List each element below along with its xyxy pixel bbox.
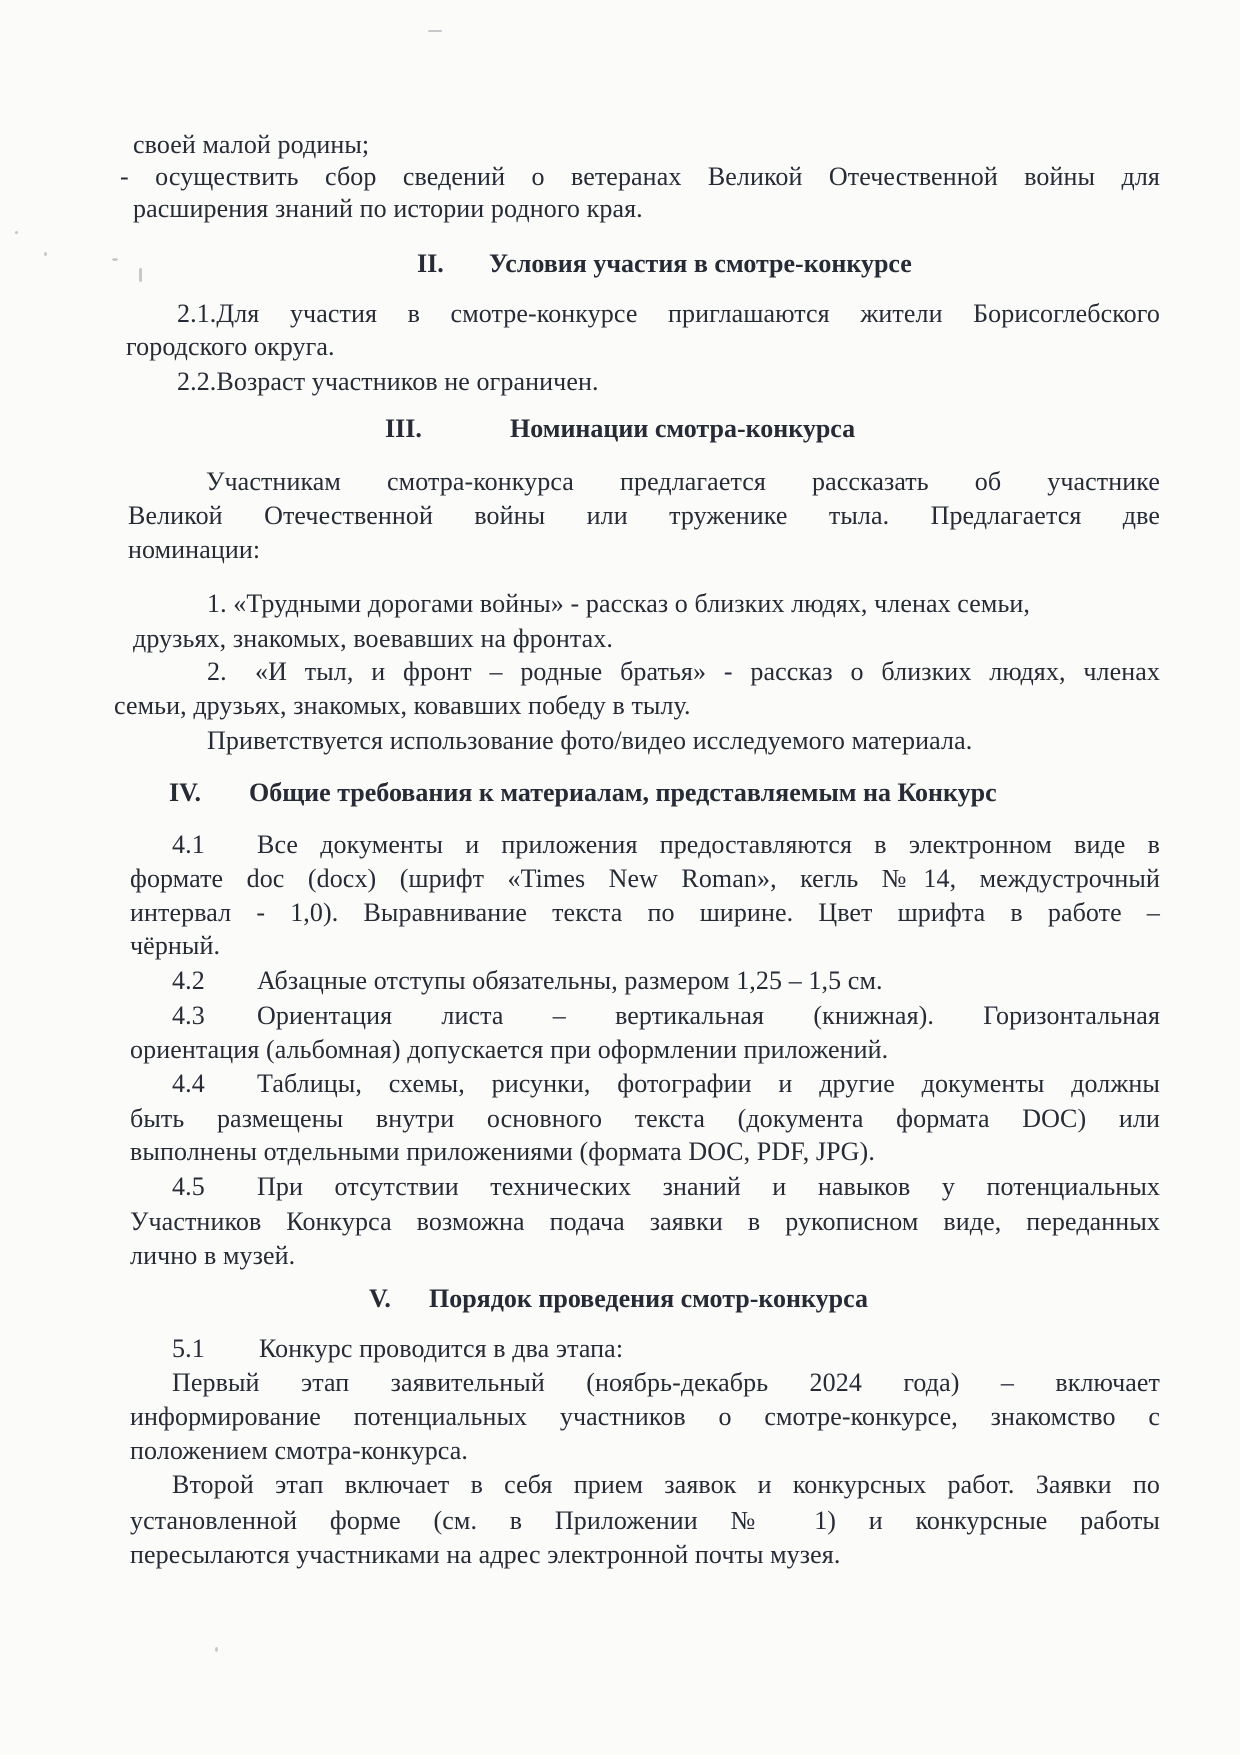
paragraph-line: ориентация (альбомная) допускается при оформлении приложений. <box>130 1035 889 1064</box>
paragraph-line: установленной форме (см. в Приложении № 1) и конкурсные работы <box>130 1506 1160 1535</box>
section-heading <box>385 413 855 445</box>
paragraph-line: При отсутствии технических знаний и навыков у потенциальных <box>257 1172 1160 1201</box>
list-item: семьи, друзьях, знакомых, ковавших победу в тылу. <box>114 691 691 720</box>
list-item: «И тыл, и фронт – родные братья» - рассказ о близких людях, членах <box>255 657 1160 686</box>
list-item: друзьях, знакомых, воевавших на фронтах. <box>133 624 614 653</box>
paragraph-line: информирование потенциальных участников о смотре-конкурсе, знакомство с <box>130 1402 1160 1431</box>
paragraph-line: интервал - 1,0). Выравнивание текста по ширине. Цвет шрифта в работе – <box>130 898 1160 927</box>
clause-number: 4.1 <box>172 830 205 859</box>
paragraph-line: 2.2.Возраст участников не ограничен. <box>177 367 599 396</box>
paragraph-line: Приветствуется использование фото/видео исследуемого материала. <box>207 726 973 755</box>
scan-speck <box>428 30 442 32</box>
scan-speck <box>15 231 18 234</box>
intro-line: своей малой родины; <box>133 130 370 159</box>
paragraph-line: 2.1.Для участия в смотре-конкурсе приглашаются жители Борисоглебского <box>177 299 1160 328</box>
clause-number: 4.2 <box>172 966 205 995</box>
paragraph-line: Второй этап включает в себя прием заявок и конкурсных работ. Заявки по <box>172 1470 1160 1499</box>
paragraph-line: Все документы и приложения предоставляются в электронном виде в <box>257 830 1160 859</box>
paragraph-line: Ориентация листа – вертикальная (книжная). Горизонтальная <box>257 1001 1160 1030</box>
section-number: V. <box>369 1284 391 1313</box>
paragraph-line: формате doc (docx) (шрифт «Times New Roman», кегль №14, междустрочный <box>130 864 1160 893</box>
paragraph-line: номинации: <box>128 535 261 564</box>
section-number: II. <box>417 249 444 278</box>
paragraph-line: пересылаются участниками на адрес электронной почты музея. <box>130 1540 841 1569</box>
clause-number: 4.3 <box>172 1001 205 1030</box>
paragraph-line: городского округа. <box>126 332 335 361</box>
scan-speck <box>215 1647 218 1652</box>
section-heading <box>369 1283 868 1315</box>
scan-speck <box>112 258 118 261</box>
section-number: III. <box>385 414 422 443</box>
scan-speck <box>44 252 47 256</box>
intro-line: расширения знаний по истории родного края. <box>133 194 643 223</box>
section-title: Порядок проведения смотр-конкурса <box>429 1284 868 1313</box>
intro-line: - осуществить сбор сведений о ветеранах Великой Отечественной войны для <box>120 162 1160 191</box>
paragraph-line: лично в музей. <box>130 1241 296 1270</box>
paragraph-line: чёрный. <box>130 931 221 960</box>
paragraph-line: Участникам смотра-конкурса предлагается рассказать об участнике <box>206 467 1160 496</box>
paragraph-line: Участников Конкурса возможна подача заявки в рукописном виде, переданных <box>130 1207 1160 1236</box>
section-title: Общие требования к материалам, представляемым на Конкурс <box>249 778 997 807</box>
paragraph-line: быть размещены внутри основного текста (документа формата DOC) или <box>130 1104 1160 1133</box>
section-title: Номинации смотра-конкурса <box>510 414 856 443</box>
clause-number: 4.5 <box>172 1172 205 1201</box>
paragraph-line: Таблицы, схемы, рисунки, фотографии и другие документы должны <box>257 1069 1160 1098</box>
paragraph-line: выполнены отдельными приложениями (формата DOC, PDF, JPG). <box>130 1137 875 1166</box>
section-number: IV. <box>169 778 202 807</box>
paragraph-line: положением смотра-конкурса. <box>130 1436 468 1465</box>
paragraph-line: Конкурс проводится в два этапа: <box>259 1334 624 1363</box>
clause-number: 5.1 <box>172 1334 205 1363</box>
section-title: Условия участия в смотре-конкурсе <box>489 249 912 278</box>
list-item: 1. «Трудными дорогами войны» - рассказ о близких людях, членах семьи, <box>207 589 1031 618</box>
paragraph-line: Абзацные отступы обязательны, размером 1,25 – 1,5 см. <box>257 966 883 995</box>
paragraph-line: Великой Отечественной войны или труженике тыла. Предлагается две <box>128 501 1160 530</box>
list-item-number: 2. <box>207 657 227 686</box>
scan-speck <box>139 268 142 282</box>
clause-number: 4.4 <box>172 1069 205 1098</box>
section-heading <box>169 777 997 809</box>
section-heading <box>417 248 912 280</box>
paragraph-line: Первый этап заявительный (ноябрь-декабрь 2024 года) – включает <box>172 1368 1160 1397</box>
